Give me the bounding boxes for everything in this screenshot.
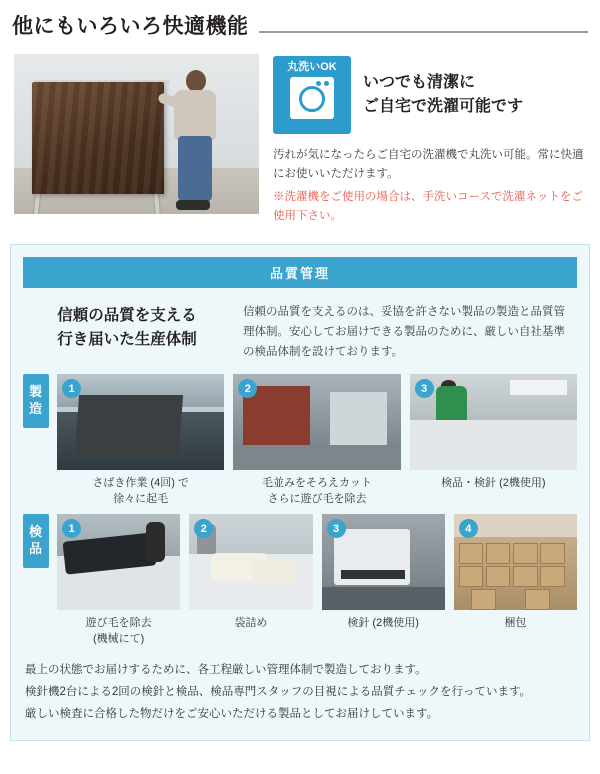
process-label-char: 製: [28, 384, 43, 400]
quality-footer-line3: 厳しい検査に合格した物だけをご安心いただける製品としてお届けしています。: [25, 707, 439, 720]
wash-headline-line1: いつでも清潔に: [363, 74, 476, 91]
person-graphic: [168, 70, 224, 212]
packing-photo: [454, 514, 577, 610]
photo-mock: [57, 374, 224, 470]
process-tiles-inspection: [57, 514, 577, 648]
quality-description: 信頼の品質を支えるのは、妥協を許さない製品の製造と品質管理体制。安心してお届けできる製品のために、厳しい自社基準の検品体制を設けております。: [243, 305, 565, 359]
tile-caption-line1: 袋詰め: [234, 617, 268, 630]
tile-caption: [322, 616, 445, 632]
process-tile: [189, 514, 312, 648]
process-label-manufacturing: [23, 374, 49, 428]
bagging-photo: [189, 514, 312, 610]
washable-badge: [273, 56, 351, 134]
process-tiles-manufacturing: [57, 374, 577, 508]
process-label-char: 検: [28, 524, 43, 540]
photo-mock: [233, 374, 400, 470]
washing-machine-drum: [299, 86, 325, 112]
photo-floor: [233, 445, 400, 470]
tile-caption-line1: 梱包: [504, 617, 527, 630]
tile-caption: [57, 616, 180, 648]
photo-mock: [410, 374, 577, 470]
wash-headline-row: [273, 56, 586, 134]
photo-lamp: [510, 380, 567, 395]
process-tile: [233, 374, 400, 508]
wash-body-text: 汚れが気になったらご自宅の洗濯機で丸洗い可能。常に快適にお使いいただけます。: [273, 149, 584, 180]
quality-lede-line1: 信頼の品質を支える: [57, 306, 197, 324]
quality-banner: 品質管理: [23, 257, 577, 288]
tile-number-badge: 1: [62, 379, 81, 398]
photo-machine-slot: [341, 570, 405, 580]
wash-photo: [14, 54, 259, 214]
photo-box: [525, 589, 550, 610]
process-tile: [57, 374, 224, 508]
washing-machine-knob: [324, 81, 329, 86]
person-jeans: [178, 136, 212, 202]
photo-table: [410, 420, 577, 470]
wash-section: [0, 40, 600, 234]
page-header: [0, 0, 600, 40]
photo-machine: [330, 392, 387, 450]
photo-box: [459, 543, 484, 564]
quality-lede: [27, 302, 227, 362]
photo-cloth: [75, 395, 183, 455]
tile-caption-line1: 検品・検針 (2機使用): [441, 477, 546, 490]
photo-box: [513, 566, 538, 587]
photo-box: [486, 543, 511, 564]
process-row-inspection: [23, 514, 577, 648]
wash-note-text: ※洗濯機をご使用の場合は、手洗いコースで洗濯ネットをご使用下さい。: [273, 190, 583, 222]
tile-caption: [454, 616, 577, 632]
tile-number-badge: 2: [194, 519, 213, 538]
tile-caption-line1: さばき作業 (4回) で: [92, 477, 189, 490]
tile-number-badge: 3: [415, 379, 434, 398]
process-row-manufacturing: [23, 374, 577, 508]
photo-box: [459, 566, 484, 587]
process-tile: [322, 514, 445, 648]
tile-caption: [233, 476, 400, 508]
photo-person: [146, 522, 166, 562]
quality-footer-line2: 検針機2台による2回の検針と検品、検品専門スタッフの目視による品質チェックを行っています。: [25, 685, 532, 698]
tile-caption-line1: 毛並みをそろえカット: [262, 477, 372, 490]
tile-number-badge: 1: [62, 519, 81, 538]
person-top: [174, 90, 216, 140]
photo-box: [513, 543, 538, 564]
washable-badge-label: 丸洗いOK: [287, 61, 337, 73]
process-label-inspection: [23, 514, 49, 568]
washing-machine-icon: [290, 77, 334, 119]
lint-removal-photo: [57, 514, 180, 610]
process-label-char: 造: [28, 401, 43, 417]
photo-box: [486, 566, 511, 587]
washing-machine-knob: [316, 81, 321, 86]
tile-number-badge: 2: [238, 379, 257, 398]
process-tile: [57, 514, 180, 648]
process-tile: [454, 514, 577, 648]
wash-headline-line2: ご自宅で洗濯可能です: [363, 98, 524, 115]
inspection-machine-photo: [410, 374, 577, 470]
page-title: 他にもいろいろ快適機能: [12, 15, 249, 38]
blanket-graphic: [32, 82, 164, 194]
process-tile: [410, 374, 577, 508]
photo-floor: [322, 587, 445, 610]
tile-caption-line2: 徐々に起毛: [113, 493, 169, 506]
tile-number-badge: 3: [327, 519, 346, 538]
quality-section: [10, 244, 590, 741]
photo-box: [540, 543, 565, 564]
needle-detector-photo: [322, 514, 445, 610]
wash-text-block: [273, 54, 586, 226]
person-head: [186, 70, 206, 92]
cutting-machine-photo: [233, 374, 400, 470]
photo-box: [540, 566, 565, 587]
tile-caption-line1: 検針 (2機使用): [347, 617, 419, 630]
wash-headline: [363, 71, 523, 119]
page-title-row: [12, 10, 588, 40]
photo-bag: [253, 560, 295, 585]
tile-caption: [57, 476, 224, 508]
tile-caption-line2: (機械にて): [92, 633, 145, 646]
tile-caption: [189, 616, 312, 632]
process-label-char: 品: [28, 541, 43, 557]
raising-machine-photo: [57, 374, 224, 470]
tile-caption: [410, 476, 577, 492]
quality-intro: [23, 288, 577, 368]
quality-footer: [25, 660, 575, 726]
quality-lede-line2: 行き届いた生産体制: [57, 330, 197, 348]
tile-number-badge: 4: [459, 519, 478, 538]
quality-footer-line1: 最上の状態でお届けするために、各工程厳しい管理体制で製造しております。: [25, 664, 427, 676]
photo-box: [471, 589, 496, 610]
title-divider: [259, 31, 589, 33]
tile-caption-line2: さらに遊び毛を除去: [267, 493, 367, 506]
tile-caption-line1: 遊び毛を除去: [85, 617, 152, 630]
person-shoe: [176, 200, 210, 210]
